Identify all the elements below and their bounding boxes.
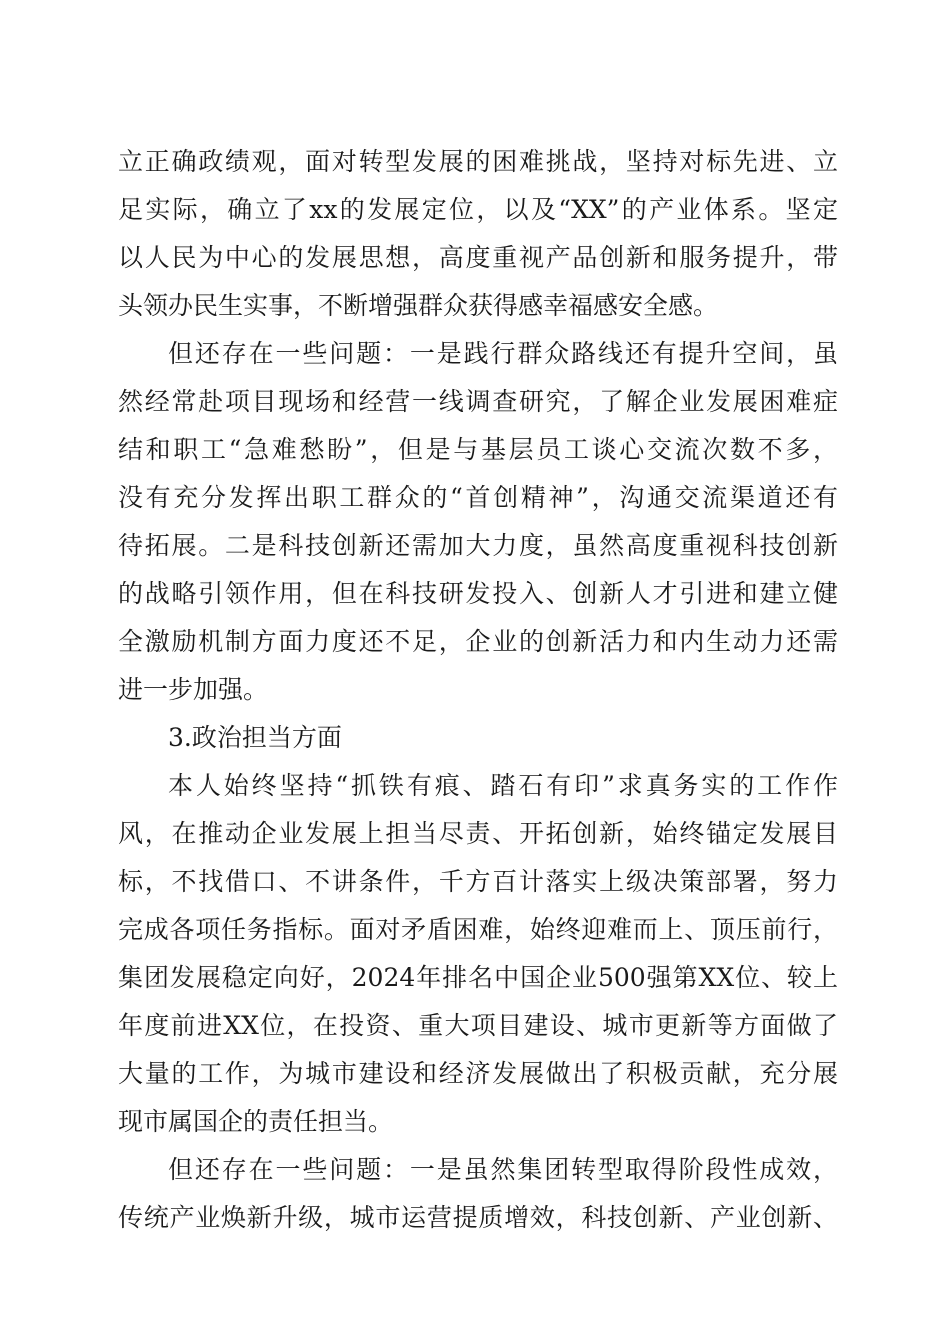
text-line: 全激励机制方面力度还不足，企业的创新活力和内生动力还需 bbox=[118, 627, 838, 656]
text-line: 现市属国企的责任担当。 bbox=[118, 1107, 394, 1136]
text-line: 风，在推动企业发展上担当尽责、开拓创新，始终锚定发展目 bbox=[118, 819, 838, 848]
text-line: 标，不找借口、不讲条件，千方百计落实上级决策部署，努力 bbox=[118, 867, 838, 896]
text-line: 以人民为中心的发展思想，高度重视产品创新和服务提升，带 bbox=[118, 243, 838, 272]
text-line: 大量的工作，为城市建设和经济发展做出了积极贡献，充分展 bbox=[118, 1059, 838, 1088]
text-line: 立正确政绩观，面对转型发展的困难挑战，坚持对标先进、立 bbox=[118, 147, 838, 176]
text-line: 年度前进XX位，在投资、重大项目建设、城市更新等方面做了 bbox=[118, 1011, 838, 1040]
text-line: 进一步加强。 bbox=[118, 675, 269, 704]
text-line: 本人始终坚持“抓铁有痕、踏石有印”求真务实的工作作 bbox=[168, 771, 838, 800]
text-line: 但还存在一些问题：一是虽然集团转型取得阶段性成效， bbox=[168, 1155, 838, 1184]
text-line: 然经常赴项目现场和经营一线调查研究，了解企业发展困难症 bbox=[118, 387, 838, 416]
text-line: 头领办民生实事，不断增强群众获得感幸福感安全感。 bbox=[118, 291, 719, 320]
text-line: 结和职工“急难愁盼”，但是与基层员工谈心交流次数不多， bbox=[118, 435, 838, 464]
text-line: 足实际，确立了xx的发展定位，以及“XX”的产业体系。坚定 bbox=[118, 195, 838, 224]
text-line: 集团发展稳定向好，2024年排名中国企业500强第XX位、较上 bbox=[118, 963, 838, 992]
section-heading: 3.政治担当方面 bbox=[168, 723, 342, 752]
text-line: 但还存在一些问题：一是践行群众路线还有提升空间，虽 bbox=[168, 339, 838, 368]
text-line: 传统产业焕新升级，城市运营提质增效，科技创新、产业创新、 bbox=[118, 1203, 838, 1232]
text-line: 完成各项任务指标。面对矛盾困难，始终迎难而上、顶压前行， bbox=[118, 915, 838, 944]
text-line: 待拓展。二是科技创新还需加大力度，虽然高度重视科技创新 bbox=[118, 531, 838, 560]
text-line: 的战略引领作用，但在科技研发投入、创新人才引进和建立健 bbox=[118, 579, 838, 608]
text-line: 没有充分发挥出职工群众的“首创精神”，沟通交流渠道还有 bbox=[118, 483, 838, 512]
